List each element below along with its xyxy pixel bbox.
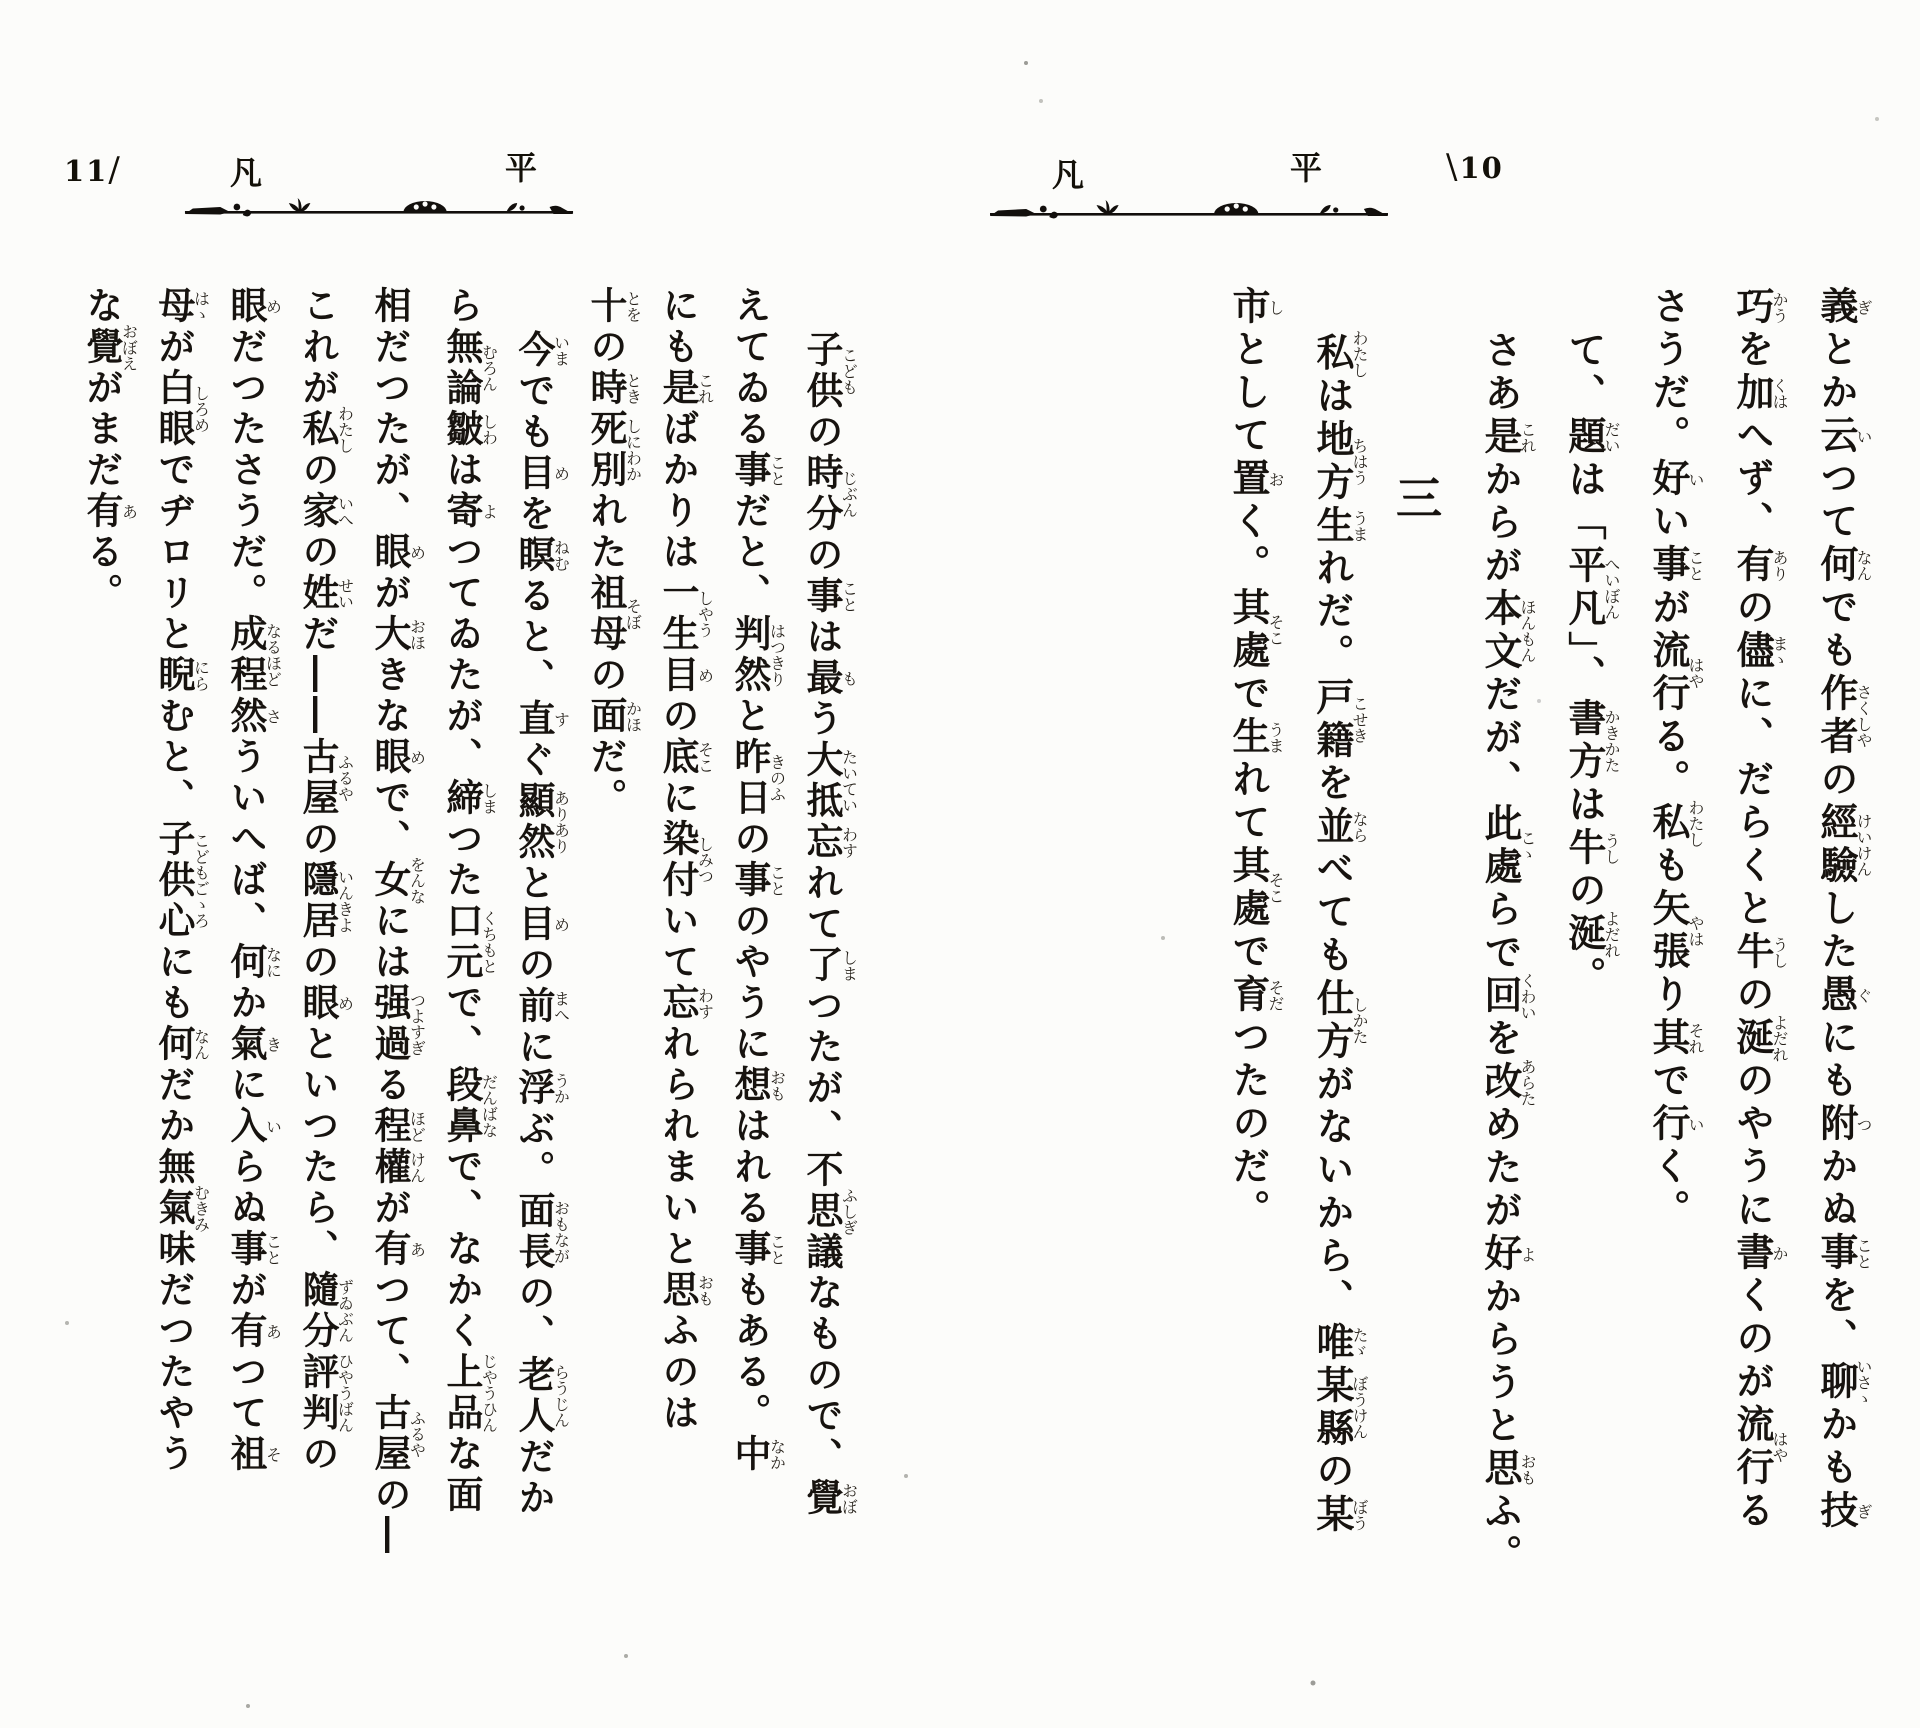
text-column: な覺おぼえがまだ有ある。 — [80, 286, 139, 614]
text-column: これが私わたしの家いへの姓せいだ――古屋ふるやの隱居いんきよの眼めといつたら、隨分ずゐぶん評判ひやうばんの — [296, 286, 355, 1475]
section-heading: 三 — [1389, 474, 1443, 520]
text-column: 眼めだつたさうだ。成程なるほど然さういへば、何なにか氣きに入いらぬ事ことが有あつて祖そ — [224, 286, 283, 1475]
page-10 — [960, 0, 1920, 1728]
text-column: えてゐる事ことだと、判然はつきりと昨日きのふの事ことのやうに想おもはれる事こともある。中なか — [728, 286, 787, 1475]
text-column: ら無論むろん皺しわは寄よつてゐたが、締しまつた口元くちもとで、段鼻だんばなで、なかく上品じやうひんな面 — [440, 286, 499, 1516]
text-block — [1206, 286, 1878, 1606]
text-column: 今いまでも目めを瞑ねむると、直すぐ顯然ありありと目めの前まへに浮うかぶ。面長おもながの、老人らうじんだか — [512, 330, 571, 1519]
text-column: 巧かうを加くはへず、有ありの儘まゝに、だらくと牛うしの涎よだれのやうに書かくのが流行はやる — [1730, 286, 1789, 1533]
text-column: 子供こどもの時分じぶんの事ことは最もう大抵たいてい忘わすれて了しまつたが、不思議ふしぎなもので、覺おぼ — [800, 330, 859, 1519]
text-column: 義ぎとか云いつて何なんでも作者さくしやの經驗けいけんした愚ぐにも附つかぬ事ことを、聊いさゝかも技ぎ — [1814, 286, 1873, 1533]
text-column: 私わたしは地方ちはう生うまれだ。戸籍こせきを並ならべても仕方しかたがないから、唯たゞ某縣ぼうけんの某ぼう — [1310, 330, 1369, 1537]
running-title-hei: 平 — [505, 149, 538, 187]
running-title-bon: 凡 — [230, 154, 263, 192]
text-column: 十とをの時とき死別しにわかれた祖母そぼの面かほだ。 — [584, 286, 643, 819]
text-column: て、題だいは「平凡へいぼん」、書方かきかたは牛うしの涎よだれ。 — [1562, 330, 1621, 999]
running-title-hei: 平 — [1290, 149, 1323, 187]
text-column: さうだ。好いい事ことが流行はやる。私わたしも矢張やはり其それで行いく。 — [1646, 286, 1705, 1232]
text-block — [66, 286, 858, 1606]
page-number-right — [1446, 147, 1504, 187]
page-number-mark: / — [108, 150, 122, 190]
page-number-value: 10 — [1459, 151, 1504, 185]
text-column: 市しとして置おく。其處そこで生うまれて其處そこで育そだつたのだ。 — [1226, 286, 1285, 1232]
text-column: 母はゝが白眼しろめでヂロリと睨にらむと、子供心こどもごゝろにも何なんだか無氣味むきみだつたやう — [152, 286, 211, 1475]
page-number-mark: \ — [1446, 147, 1460, 187]
header-ornament-rule — [988, 194, 1390, 224]
header-ornament-rule — [183, 192, 575, 222]
page-number-left — [64, 150, 122, 190]
text-column: さあ是これからが本文ほんもんだが、此處こゝらで回くわいを改あらためたが好よからうと思おもふ。 — [1478, 330, 1537, 1577]
text-column: にも是こればかりは一生しやう目めの底そこに染付しみついて忘わすれられまいと思おもふのは — [656, 286, 715, 1434]
text-column: 相だつたが、眼めが大おほきな眼めで、女をんなには强過つよすぎる程ほど權けんが有あつて、古屋ふるやの― — [368, 286, 427, 1557]
running-title-bon: 凡 — [1052, 156, 1085, 194]
page-number-value: 11 — [64, 154, 109, 188]
